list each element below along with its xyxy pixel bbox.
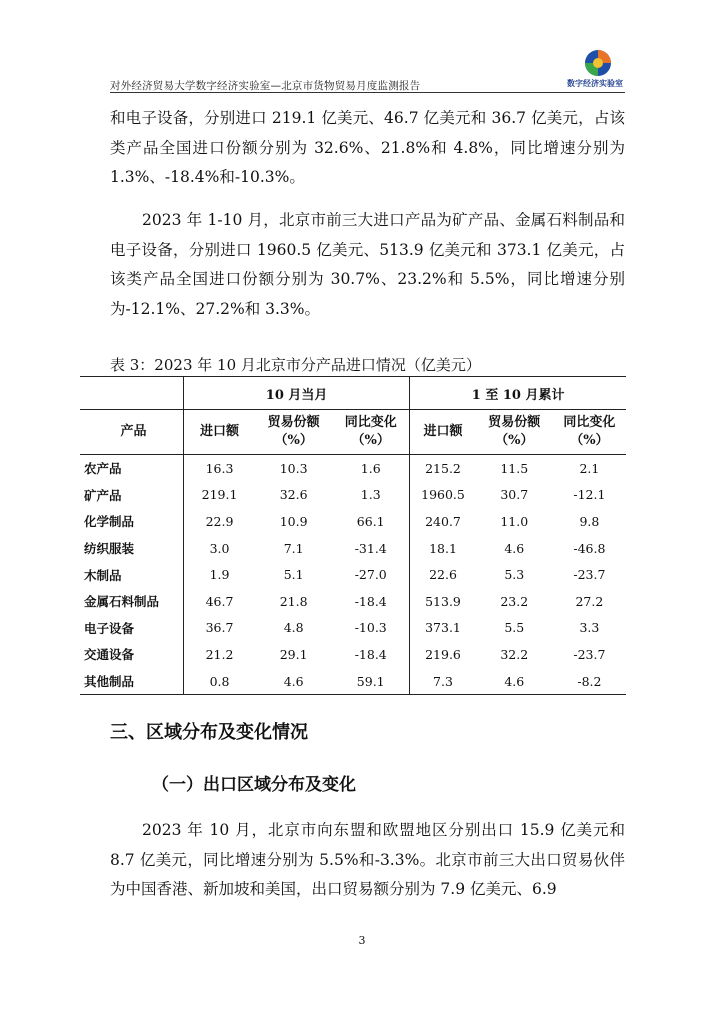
cell-cum-import: 513.9: [410, 588, 476, 615]
cell-cum-share: 4.6: [504, 540, 525, 556]
table-row: [80, 535, 626, 562]
cell-month-share: 10.9: [279, 513, 308, 529]
cell-cum-share: 11.0: [500, 513, 529, 529]
header-month-share-label: 贸易份额: [267, 415, 320, 430]
logo-caption: 数字经济实验室: [567, 79, 623, 88]
table-row: [80, 615, 626, 642]
cell-month-import: 46.7: [183, 588, 255, 615]
cell-cum-import: 215.2: [410, 455, 476, 482]
cell-month-yoy: 1.6: [360, 460, 381, 476]
header-cum-share-label: 贸易份额: [488, 415, 541, 430]
header-cum-yoy: [553, 410, 626, 455]
header-product: 产品: [80, 410, 183, 455]
cell-month-import: 0.8: [183, 668, 255, 695]
header-group-cumulative: 1 至 10 月累计: [410, 377, 626, 410]
cell-cum-yoy: -8.2: [553, 668, 626, 695]
table-row: [80, 561, 626, 588]
header-cum-share-unit: （%）: [495, 433, 534, 448]
cell-product: 矿产品: [84, 487, 122, 503]
cell-month-yoy: -18.4: [354, 646, 387, 662]
cell-cum-yoy: 3.3: [579, 620, 600, 636]
cell-cum-yoy: 27.2: [575, 593, 604, 609]
table-row: [80, 668, 626, 695]
cell-cum-share: 11.5: [500, 460, 529, 476]
cell-month-share: 29.1: [279, 646, 308, 662]
cell-month-yoy: 1.3: [360, 487, 381, 503]
header-cum-import: [410, 410, 476, 455]
paragraph-3: 2023 年 10 月，北京市向东盟和欧盟地区分别出口 15.9 亿美元和 8.7 亿美元，同比增速分别为 5.5%和-3.3%。北京市前三大出口贸易伙伴为中国香港、新加坡和美国，出口贸易额分别为 7.9 亿美元、6.9: [110, 821, 625, 898]
header-month-share-unit: （%）: [274, 433, 313, 448]
header-group-month: 10 月当月: [183, 377, 409, 410]
cell-cum-share: 4.6: [476, 668, 553, 695]
cell-month-import: 22.9: [183, 508, 255, 535]
cell-month-share: 10.3: [279, 460, 308, 476]
cell-cum-share: 23.2: [500, 593, 529, 609]
cell-product: 交通设备: [84, 647, 135, 663]
cell-month-share: 4.6: [255, 668, 332, 695]
table-row: [80, 482, 626, 509]
cell-cum-yoy: 2.1: [579, 460, 600, 476]
cell-month-yoy: -31.4: [354, 540, 387, 556]
cell-month-share: 5.1: [283, 567, 304, 583]
cell-month-import: 1.9: [183, 561, 255, 588]
page-number: 3: [358, 934, 366, 947]
cell-month-import: 219.1: [183, 482, 255, 509]
cell-cum-share: 5.5: [504, 620, 525, 636]
cell-cum-yoy: -23.7: [573, 567, 606, 583]
cell-month-import: 36.7: [183, 615, 255, 642]
table-row: [80, 588, 626, 615]
paragraph-2: 2023 年 1-10 月，北京市前三大进口产品为矿产品、金属石料制品和电子设备，分别进口 1960.5 亿美元、513.9 亿美元和 373.1 亿美元，占该类产品全国进口份额分别为 30.7%、23.2%和 5.5%，同比增速分别为-12.1%、27.2%和 3.3%。: [110, 211, 625, 318]
cell-product: 其他制品: [80, 668, 183, 695]
cell-month-import: 16.3: [183, 455, 255, 482]
cell-product: 木制品: [84, 567, 122, 583]
table-row: [80, 641, 626, 668]
cell-cum-import: 373.1: [410, 615, 476, 642]
header-cum-import-label: 进口额: [423, 424, 463, 439]
cell-month-yoy: -18.4: [354, 593, 387, 609]
header-divider: [110, 92, 625, 93]
cell-cum-yoy: -23.7: [573, 646, 606, 662]
cell-month-share: 7.1: [283, 540, 304, 556]
cell-cum-yoy: -46.8: [573, 540, 606, 556]
header-month-import: [183, 410, 255, 455]
section-heading: 三、区域分布及变化情况: [110, 722, 308, 743]
header-cum-yoy-unit: （%）: [570, 433, 609, 448]
cell-cum-yoy: -12.1: [573, 487, 606, 503]
cell-cum-import: 219.6: [410, 641, 476, 668]
cell-product: 电子设备: [84, 620, 135, 636]
cell-month-import: 3.0: [183, 535, 255, 562]
cell-cum-share: 30.7: [500, 487, 529, 503]
cell-month-import: 21.2: [183, 641, 255, 668]
header-cum-share: [476, 410, 553, 455]
cell-cum-share: 5.3: [504, 567, 525, 583]
cell-cum-share: 32.2: [500, 646, 529, 662]
cell-product: 金属石料制品: [84, 594, 160, 610]
table-row: [80, 455, 626, 482]
header-month-import-label: 进口额: [200, 424, 240, 439]
header-cum-yoy-label: 同比变化: [563, 415, 616, 430]
header-blank: [80, 377, 183, 410]
cell-cum-import: 18.1: [410, 535, 476, 562]
cell-cum-import: 1960.5: [410, 482, 476, 509]
cell-month-share: 21.8: [279, 593, 308, 609]
header-month-yoy-label: 同比变化: [344, 415, 397, 430]
table-caption: 表 3：2023 年 10 月北京市分产品进口情况（亿美元）: [110, 356, 481, 374]
cell-cum-import: 240.7: [410, 508, 476, 535]
header-month-share: [255, 410, 332, 455]
cell-month-share: 4.8: [283, 620, 304, 636]
cell-month-yoy: -10.3: [354, 620, 387, 636]
paragraph-1: 和电子设备，分别进口 219.1 亿美元、46.7 亿美元和 36.7 亿美元，占该类产品全国进口份额分别为 32.6%、21.8%和 4.8%，同比增速分别为 1.3%、-18.4%和-10.3%。: [110, 109, 625, 186]
cell-cum-yoy: 9.8: [579, 513, 600, 529]
cell-cum-import: 7.3: [410, 668, 476, 695]
import-by-product-table: [80, 376, 626, 695]
subsection-heading: （一）出口区域分布及变化: [152, 775, 356, 795]
header-month-yoy-unit: （%）: [351, 433, 390, 448]
cell-product: 纺织服装: [84, 541, 135, 557]
cell-cum-import: 22.6: [410, 561, 476, 588]
cell-month-yoy: -27.0: [354, 567, 387, 583]
header-month-yoy: [332, 410, 410, 455]
cell-month-yoy: 59.1: [332, 668, 410, 695]
cell-month-yoy: 66.1: [356, 513, 385, 529]
report-header-title: 对外经济贸易大学数字经济实验室—北京市货物贸易月度监测报告: [110, 80, 421, 92]
cell-product: 农产品: [84, 461, 122, 477]
table-row: [80, 508, 626, 535]
cell-product: 化学制品: [84, 514, 135, 530]
cell-month-share: 32.6: [279, 487, 308, 503]
